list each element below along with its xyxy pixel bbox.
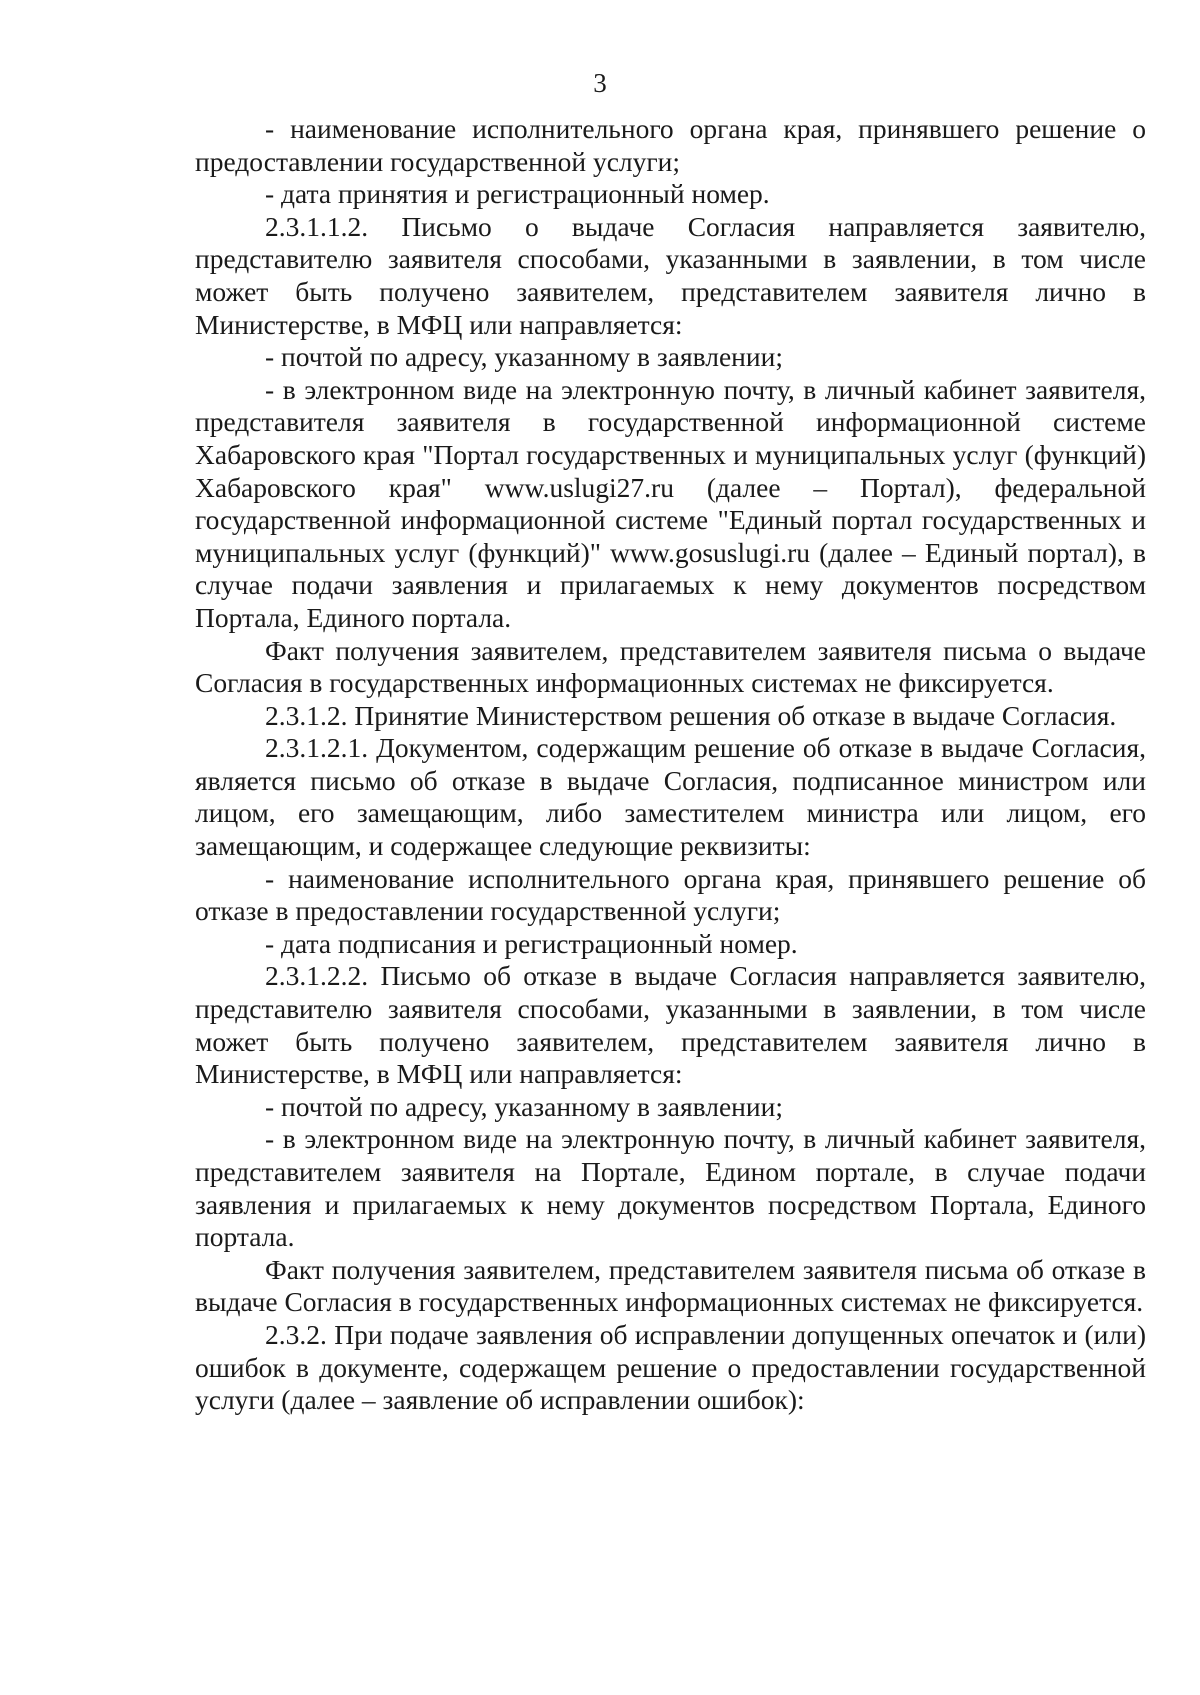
- paragraph: - в электронном виде на электронную почту, в личный кабинет заявителя, представителя заявителя в государственной информационной системе Хабаровского края "Портал государственных и муниципальных услуг (функций) Хабаровского края" www.uslugi27.ru (далее – Портал), федеральной государственной информационной системе "Единый портал государственных и муниципальных услуг (функций)" www.gosuslugi.ru (далее – Единый портал), в случае подачи заявления и прилагаемых к нему документов посредством Портала, Единого портала.: [195, 373, 1146, 633]
- paragraph: - в электронном виде на электронную почту, в личный кабинет заявителя, представителем заявителя на Портале, Едином портале, в случае подачи заявления и прилагаемых к нему документов посредством Портала, Единого портала.: [195, 1123, 1146, 1253]
- paragraph: - наименование исполнительного органа края, принявшего решение о предоставлении государственной услуги;: [195, 113, 1146, 177]
- paragraph: Факт получения заявителем, представителем заявителя письма об отказе в выдаче Согласия в государственных информационных системах не фиксируется.: [195, 1253, 1146, 1318]
- paragraph: - наименование исполнительного органа края, принявшего решение об отказе в предоставлении государственной услуги;: [195, 862, 1146, 927]
- page-number: 3: [593, 68, 607, 98]
- paragraph: - дата подписания и регистрационный номер.: [265, 927, 798, 959]
- paragraph: Факт получения заявителем, представителем заявителя письма о выдаче Согласия в государственных информационных системах не фиксируется.: [195, 634, 1146, 699]
- paragraph: - дата принятия и регистрационный номер.: [265, 178, 770, 210]
- paragraph: 2.3.2. При подаче заявления об исправлении допущенных опечаток и (или) ошибок в документе, содержащем решение о предоставлении государственной услуги (далее – заявление об исправлении ошибок):: [195, 1318, 1146, 1416]
- paragraph: - почтой по адресу, указанному в заявлении;: [265, 1090, 783, 1122]
- document-body: [195, 113, 1146, 1417]
- paragraph: - почтой по адресу, указанному в заявлении;: [265, 341, 783, 373]
- paragraph: 2.3.1.2. Принятие Министерством решения об отказе в выдаче Согласия.: [265, 699, 1117, 731]
- paragraph: 2.3.1.2.2. Письмо об отказе в выдаче Согласия направляется заявителю, представителю заявителя способами, указанными в заявлении, в том числе может быть получено заявителем, представителем заявителя лично в Министерстве, в МФЦ или направляется:: [195, 960, 1146, 1090]
- paragraph: 2.3.1.2.1. Документом, содержащим решение об отказе в выдаче Согласия, является письмо об отказе в выдаче Согласия, подписанное министром или лицом, его замещающим, либо заместителем министра или лицом, его замещающим, и содержащее следующие реквизиты:: [195, 732, 1146, 862]
- paragraph: 2.3.1.1.2. Письмо о выдаче Согласия направляется заявителю, представителю заявителя способами, указанными в заявлении, в том числе может быть получено заявителем, представителем заявителя лично в Министерстве, в МФЦ или направляется:: [195, 210, 1146, 340]
